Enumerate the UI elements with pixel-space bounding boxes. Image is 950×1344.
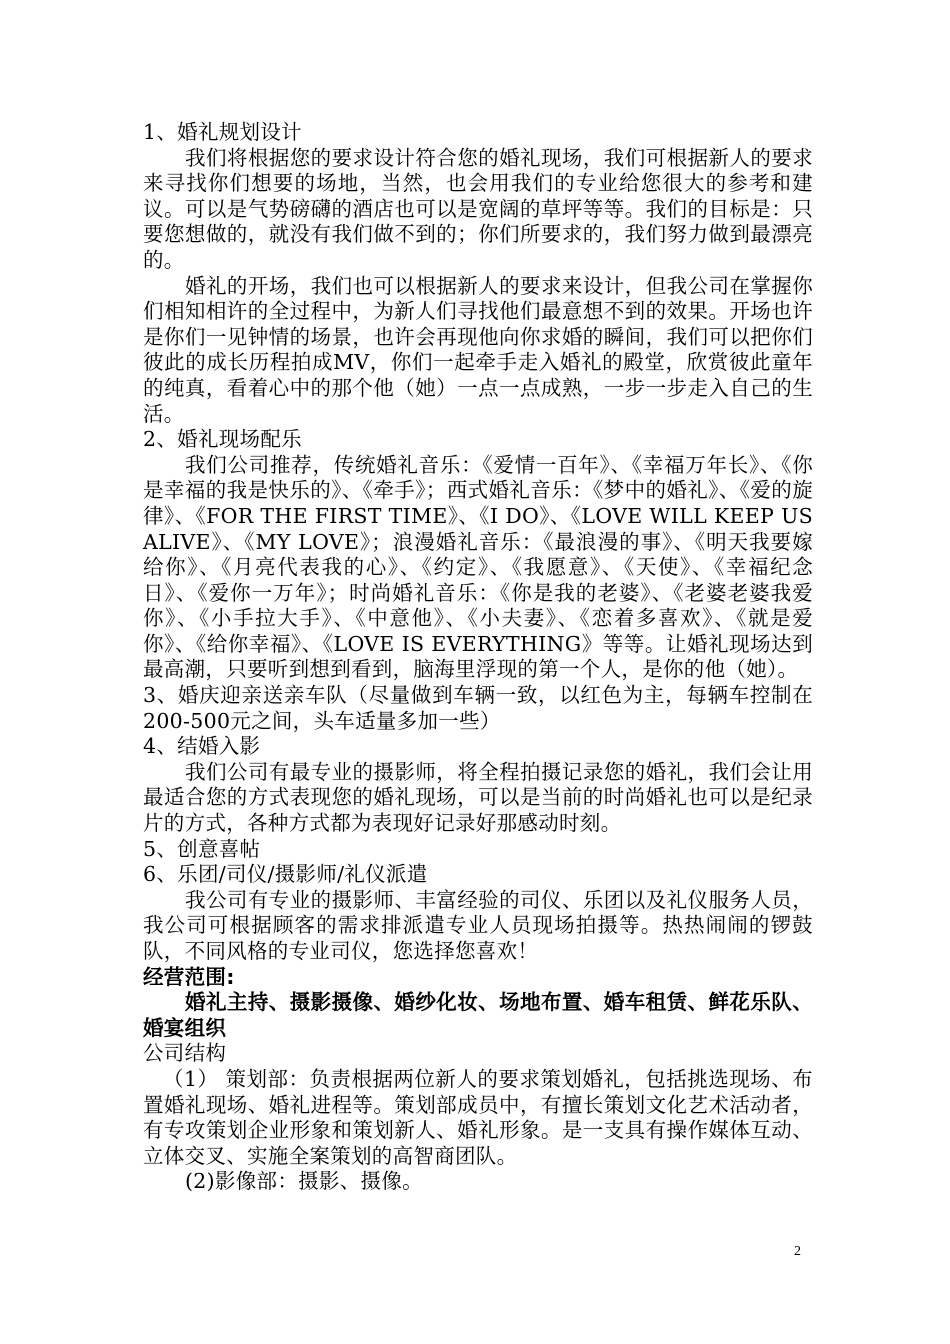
- heading-company-structure: 公司结构: [143, 1041, 227, 1066]
- page-number: 2: [794, 1244, 801, 1259]
- heading-business-scope: 经营范围:: [143, 964, 235, 989]
- paragraph-imaging-dept: (2)影像部：摄影、摄像。: [185, 1169, 423, 1194]
- paragraph-business-scope: 婚礼主持、摄影摄像、婚纱化妆、场地布置、婚车租赁、鲜花乐队、婚宴组织: [143, 990, 813, 1040]
- heading-staff-dispatch: 6、乐团/司仪/摄影师/礼仪派遣: [143, 862, 428, 887]
- paragraph-venue-design: 我们将根据您的要求设计符合您的婚礼现场，我们可根据新人的要求来寻找你们想要的场地，当然，也会用我们的专业给您很大的参考和建议。可以是气势磅礴的酒店也可以是宽阔的草坪等等。我们的目标是：只要您想做的，就没有我们做不到的；你们所要求的，我们努力做到最漂亮的。: [143, 145, 813, 272]
- paragraph-music-list: 我们公司推荐，传统婚礼音乐：《爱情一百年》、《幸福万年长》、《你是幸福的我是快乐的》、《牵手》；西式婚礼音乐：《梦中的婚礼》、《爱的旋律》、《FOR THE FIRST TIME》、《I DO》、《LOVE WILL KEEP US ALIVE》、《MY LOVE》；浪漫婚礼音乐：《最浪漫的事》、《明天我要嫁给你》、《月亮代表我的心》、《约定》、《我愿意》、《天使》、《幸福纪念日》、《爱你一万年》；时尚婚礼音乐：《你是我的老婆》、《老婆老婆我爱你》、《小手拉大手》、《中意他》、《小夫妻》、《恋着多喜欢》、《就是爱你》、《给你幸福》、《LOVE IS EVERYTHING》等等。让婚礼现场达到最高潮，只要听到想到看到，脑海里浮现的第一个人，是你的他（她）。: [143, 452, 813, 682]
- paragraph-planning-dept: （1） 策划部：负责根据两位新人的要求策划婚礼，包括挑选现场、布置婚礼现场、婚礼进程等。策划部成员中，有擅长策划文化艺术活动者，有专攻策划企业形象和策划新人、婚礼形象。是一支具有操作媒体互动、立体交叉、实施全案策划的高智商团队。: [143, 1066, 813, 1168]
- paragraph-staff-dispatch: 我公司有专业的摄影师、丰富经验的司仪、乐团以及礼仪服务人员，我公司可根据顾客的需求排派遣专业人员现场拍摄等。热热闹闹的锣鼓队，不同风格的专业司仪，您选择您喜欢！: [143, 887, 813, 963]
- heading-wedding-planning: 1、婚礼规划设计: [143, 120, 302, 144]
- paragraph-opening-design: 婚礼的开场，我们也可以根据新人的要求来设计，但我公司在掌握你们相知相许的全过程中，为新人们寻找他们最意想不到的效果。开场也许是你们一见钟情的场景，也许会再现他向你求婚的瞬间，我们可以把你们彼此的成长历程拍成MV，你们一起牵手走入婚礼的殿堂，欣赏彼此童年的纯真，看着心中的那个他（她）一点一点成熟，一步一步走入自己的生活。: [143, 273, 813, 426]
- heading-invitations: 5、创意喜帖: [143, 836, 261, 861]
- document-body: [143, 120, 813, 1195]
- heading-wedding-photography: 4、结婚入影: [143, 734, 261, 759]
- heading-car-fleet: 3、婚庆迎亲送亲车队（尽量做到车辆一致，以红色为主，每辆车控制在200-500元之间，头车适量多加一些）: [143, 683, 813, 733]
- heading-wedding-music: 2、婚礼现场配乐: [143, 427, 302, 452]
- paragraph-photography: 我们公司有最专业的摄影师，将全程拍摄记录您的婚礼，我们会让用最适合您的方式表现您的婚礼现场，可以是当前的时尚婚礼也可以是纪录片的方式，各种方式都为表现好记录好那感动时刻。: [143, 759, 813, 836]
